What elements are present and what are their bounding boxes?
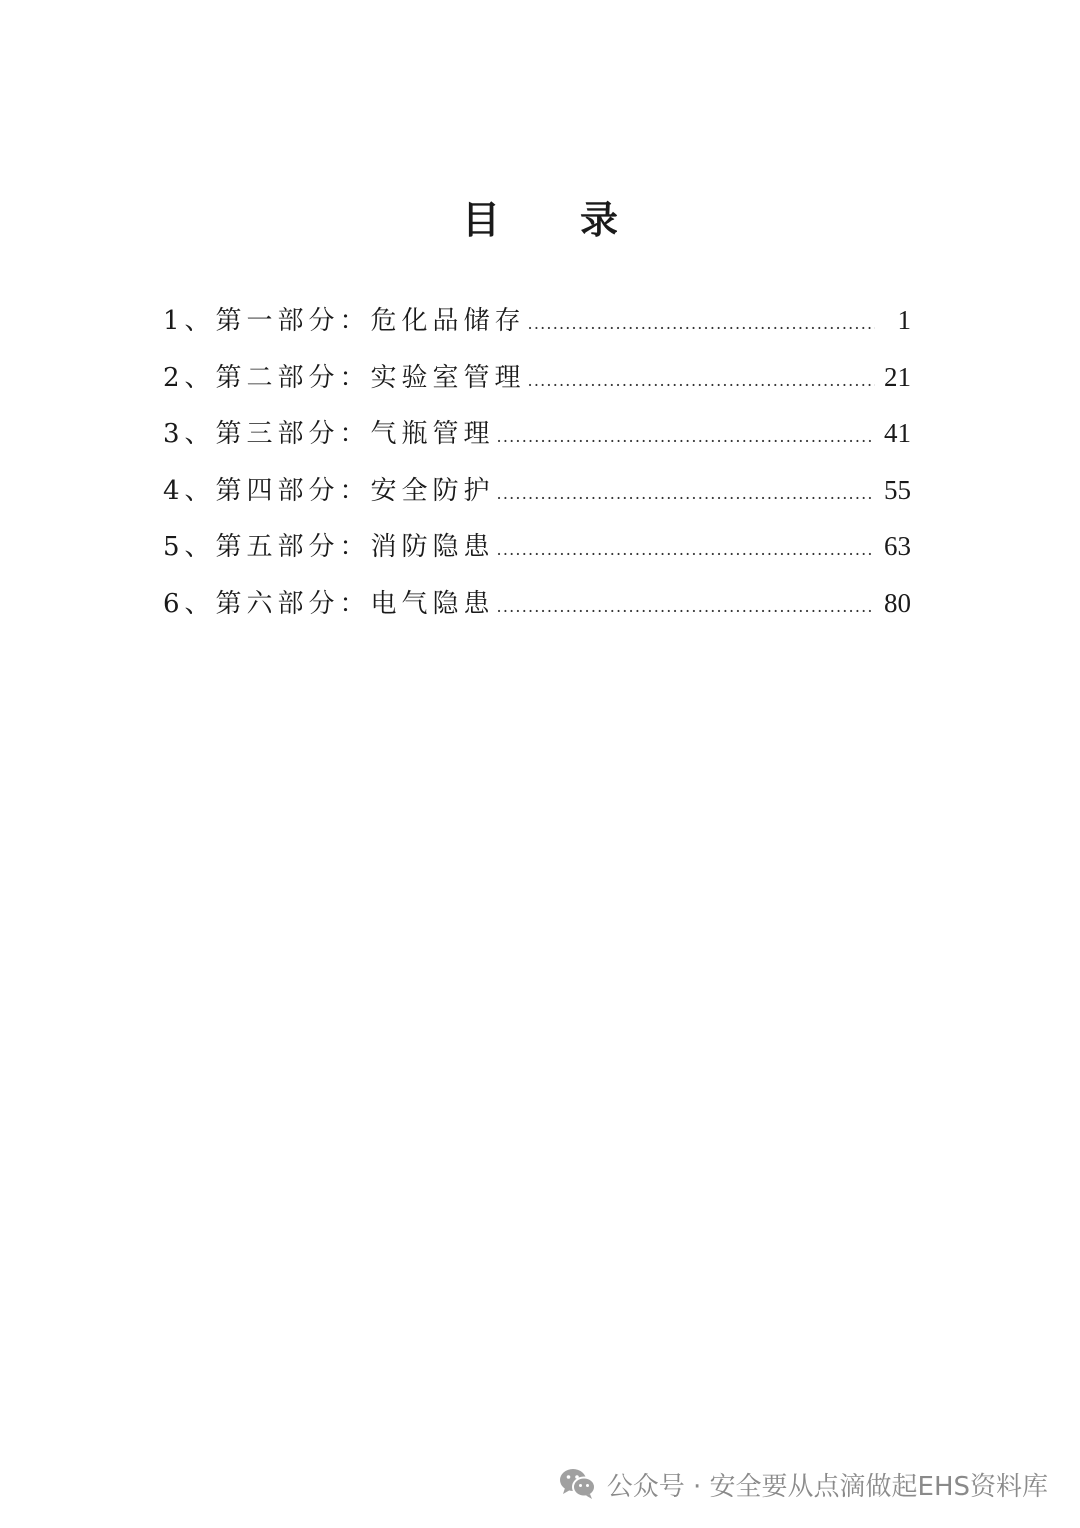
toc-entry-label: 5、第五部分：消防隐患 (163, 532, 495, 563)
toc-entry-label: 6、第六部分：电气隐患 (163, 588, 495, 619)
toc-entry-label: 2、第二部分：实验室管理 (163, 362, 526, 393)
toc-entry-page: 55 (884, 474, 911, 505)
toc-title (0, 192, 1080, 248)
wechat-watermark (559, 1464, 1048, 1504)
toc-title-char: 录 (580, 197, 619, 242)
toc-leader-dots (528, 353, 875, 409)
toc-leader-dots (497, 579, 875, 635)
toc-entry[interactable] (163, 349, 911, 406)
toc-entry[interactable] (163, 575, 911, 632)
toc-entry[interactable] (163, 518, 911, 575)
toc-leader-dots (528, 296, 875, 352)
toc-entry-page: 63 (884, 531, 911, 562)
watermark-text: 公众号 · 安全要从点滴做起EHS资料库 (606, 1471, 1048, 1502)
toc-entry[interactable] (163, 405, 911, 462)
toc-entry[interactable] (163, 462, 911, 519)
toc-entry-label: 4、第四部分：安全防护 (163, 475, 495, 506)
toc-entry[interactable] (163, 292, 911, 349)
toc-title-char: 目 (461, 197, 500, 242)
toc-entry-page: 1 (897, 305, 911, 335)
toc-list (163, 292, 911, 632)
toc-entry-page: 80 (884, 587, 911, 618)
wechat-icon (559, 1467, 597, 1501)
toc-leader-dots (497, 522, 875, 578)
toc-leader-dots (497, 409, 875, 465)
toc-entry-page: 41 (884, 418, 911, 449)
toc-entry-label: 1、第一部分：危化品储存 (163, 306, 526, 336)
toc-leader-dots (497, 466, 875, 522)
toc-entry-label: 3、第三部分：气瓶管理 (163, 419, 495, 450)
toc-entry-page: 21 (884, 361, 911, 392)
